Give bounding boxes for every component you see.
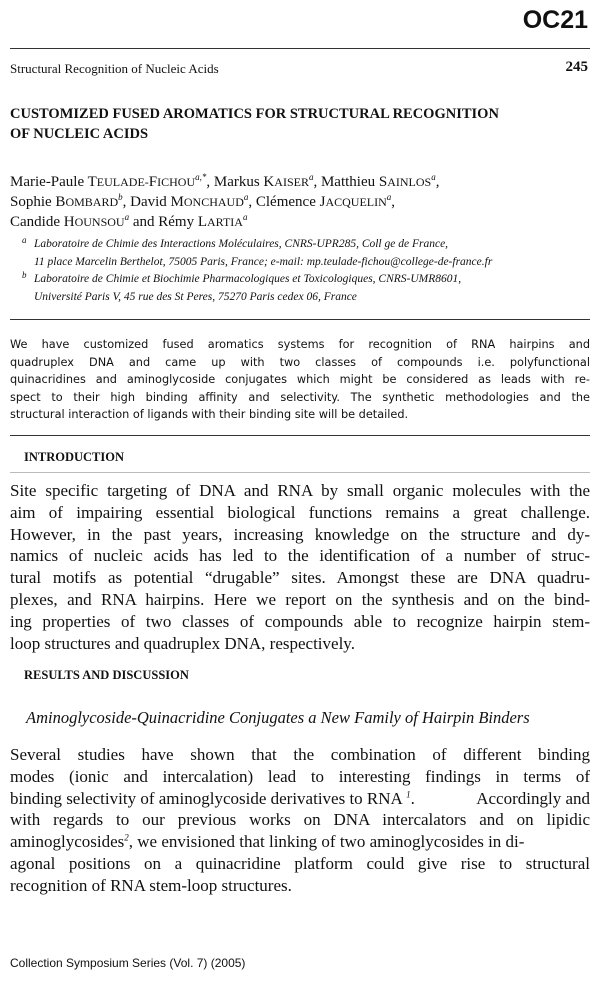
- author-line: Marie-Paule TEULADE-$FICHOU^{a,*}$, Markus KAISER$^a$, Matthieu SAINLOS$^a$,: [10, 172, 440, 190]
- affiliations: [22, 236, 592, 306]
- section-heading-introduction: INTRODUCTION: [24, 450, 125, 464]
- abstract-rule-top: [10, 319, 590, 320]
- paper-title: [10, 104, 590, 144]
- author-name: Markus KAISER$^a$: [213, 172, 314, 190]
- abstract-line: structural interaction of ligands with their binding site will be detailed.: [10, 408, 409, 422]
- title-line: CUSTOMIZED FUSED AROMATICS FOR STRUCTURAL RECOGNITION: [10, 106, 499, 122]
- text-fragment: Accordingly and: [476, 788, 590, 808]
- text-line: However, in the past years, increasing knowledge on the structure and dy-: [10, 524, 590, 544]
- subsection-heading: Aminoglycoside-Quinacridine Conjugates a New Family of Hairpin Binders: [26, 708, 530, 727]
- text-line: plexes, and RNA hairpins. Here we report on the synthesis and on the bind-: [10, 589, 590, 609]
- author-surname-caps: AISER: [274, 175, 309, 189]
- text-fragment: .: [410, 788, 415, 808]
- text-line: Several studies have shown that the combination of different binding: [10, 745, 590, 764]
- footer-citation: Collection Symposium Series (Vol. 7) (2005): [10, 956, 246, 970]
- abstract-rule-bottom: [10, 435, 590, 436]
- author-name: Marie-Paule TEULADE-$FICHOU^{a,*}$: [10, 172, 207, 190]
- page-number: 245: [565, 59, 588, 75]
- header-rule: [10, 48, 590, 49]
- text-line: ing properties of two classes of compounds able to recognize hairpin stem-: [10, 611, 590, 631]
- title-line: OF NUCLEIC ACIDS: [10, 126, 149, 142]
- text-line: agonal positions on a quinacridine platform could give rise to structural: [10, 853, 590, 873]
- author-name: Sophie BOMBARD$^b$: [10, 192, 123, 210]
- affiliation-mark: a: [431, 172, 436, 182]
- author-surname-caps: ARTIA: [207, 215, 243, 229]
- citation-mark: 1: [406, 788, 411, 799]
- author-name: Rémy LARTIA$^a$: [158, 212, 248, 230]
- text-line: aim of impairing essential biological functions remains a great challenge.: [10, 502, 590, 522]
- section-rule: [10, 472, 590, 473]
- text-line: with regards to our previous works on DNA intercalators and on lipidic: [10, 810, 590, 830]
- author-line: Candide HOUNSOU$^a$ and Rémy LARTIA$^a$: [10, 212, 248, 230]
- affiliation-line: 11 place Marcelin Berthelot, 75005 Paris, France; e-mail: mp.teulade-fichou@college-de-france.fr: [34, 255, 493, 268]
- text-fragment: , we envisioned that linking of two aminoglycosides in di-: [128, 832, 525, 852]
- author-list: [10, 172, 590, 232]
- affiliation-mark: a: [124, 212, 130, 222]
- affiliation-line: Laboratoire de Chimie des Interactions Moléculaires, CNRS-UPR285, Coll ge de France,: [34, 238, 449, 250]
- author-name: Matthieu SAINLOS$^a$: [320, 172, 436, 190]
- author-surname-caps: OMBARD: [65, 195, 119, 209]
- author-surname-caps: OUNSOU: [74, 215, 125, 229]
- affiliation-b: b Laboratoire de Chimie et Biochimie Pharmacologiques et Toxicologiques, CNRS-UMR8601, Université Paris V, 45 rue des St Peres, 75270 Paris cedex 06, France: [22, 271, 592, 306]
- abstract: [10, 336, 590, 424]
- abstract-line: quadruplex DNA and came up with two classes of compounds i.e. polyfunctional: [10, 355, 590, 369]
- affiliation-a: a Laboratoire de Chimie des Interactions Moléculaires, CNRS-UPR285, Coll ge de France, 11 place Marcelin Berthelot, 75005 Paris, France; e-mail: mp.teulade-fichou@college-de-france.fr: [22, 236, 592, 271]
- abstract-line: spect to their high binding affinity and selectivity. The synthetic methodologies and the: [10, 390, 590, 404]
- author-name: David MONCHAUD$^a$: [130, 192, 249, 210]
- text-line: [10, 788, 590, 810]
- affiliation-mark: a: [243, 192, 249, 202]
- affiliation-mark: a: [308, 172, 314, 182]
- author-line: Sophie BOMBARD$^b$, David MONCHAUD$^a$, Clémence JACQUELIN$^a$,: [10, 192, 396, 210]
- section-heading-results: RESULTS AND DISCUSSION: [24, 668, 189, 682]
- author-surname-caps: ICHOU: [157, 175, 196, 189]
- affiliation-mark: a: [386, 192, 392, 202]
- text-fragment: aminoglycosides: [10, 832, 125, 852]
- author-surname-caps: ACQUELIN: [325, 195, 387, 209]
- author-name: Clémence JACQUELIN$^a$: [255, 192, 392, 210]
- affiliation-mark: a,: [195, 172, 202, 182]
- corresponding-mark: *: [201, 172, 207, 182]
- results-text: [10, 744, 590, 897]
- text-line: [10, 831, 590, 853]
- author-surname-caps: EULADE-: [96, 175, 149, 189]
- text-fragment: binding selectivity of aminoglycoside derivatives to RNA: [10, 788, 407, 808]
- author-surname-caps: ONCHAUD: [183, 195, 244, 209]
- paper-code: OC21: [522, 6, 588, 34]
- affiliation-line: Université Paris V, 45 rue des St Peres, 75270 Paris cedex 06, France: [34, 290, 357, 303]
- text-line: namics of nucleic acids has led to the identification of a number of struc-: [10, 546, 590, 566]
- text-line: tural motifs as potential “drugable” sites. Amongst these are DNA quadru-: [10, 568, 590, 588]
- text-span: [10, 788, 415, 810]
- abstract-line: We have customized fused aromatics systems for recognition of RNA hairpins and: [10, 338, 590, 351]
- running-title: Structural Recognition of Nucleic Acids: [10, 61, 219, 76]
- text-line: recognition of RNA stem-loop structures.: [10, 875, 292, 895]
- text-line: Site specific targeting of DNA and RNA by small organic molecules with the: [10, 481, 590, 500]
- author-name: Candide HOUNSOU$^a$: [10, 212, 130, 230]
- affiliation-line: Laboratoire de Chimie et Biochimie Pharmacologiques et Toxicologiques, CNRS-UMR8601,: [34, 273, 462, 285]
- text-line: loop structures and quadruplex DNA, respectively.: [10, 633, 355, 653]
- affiliation-mark: a: [242, 212, 248, 222]
- abstract-line: quinacridines and aminoglycoside conjugates which might be considered as leads with re-: [10, 373, 590, 387]
- citation-mark: 2: [124, 832, 129, 843]
- affiliation-mark: b: [118, 192, 123, 202]
- introduction-text: [10, 480, 590, 654]
- author-surname-caps: AINLOS: [387, 175, 432, 189]
- text-line: modes (ionic and intercalation) lead to interesting findings in terms of: [10, 766, 590, 786]
